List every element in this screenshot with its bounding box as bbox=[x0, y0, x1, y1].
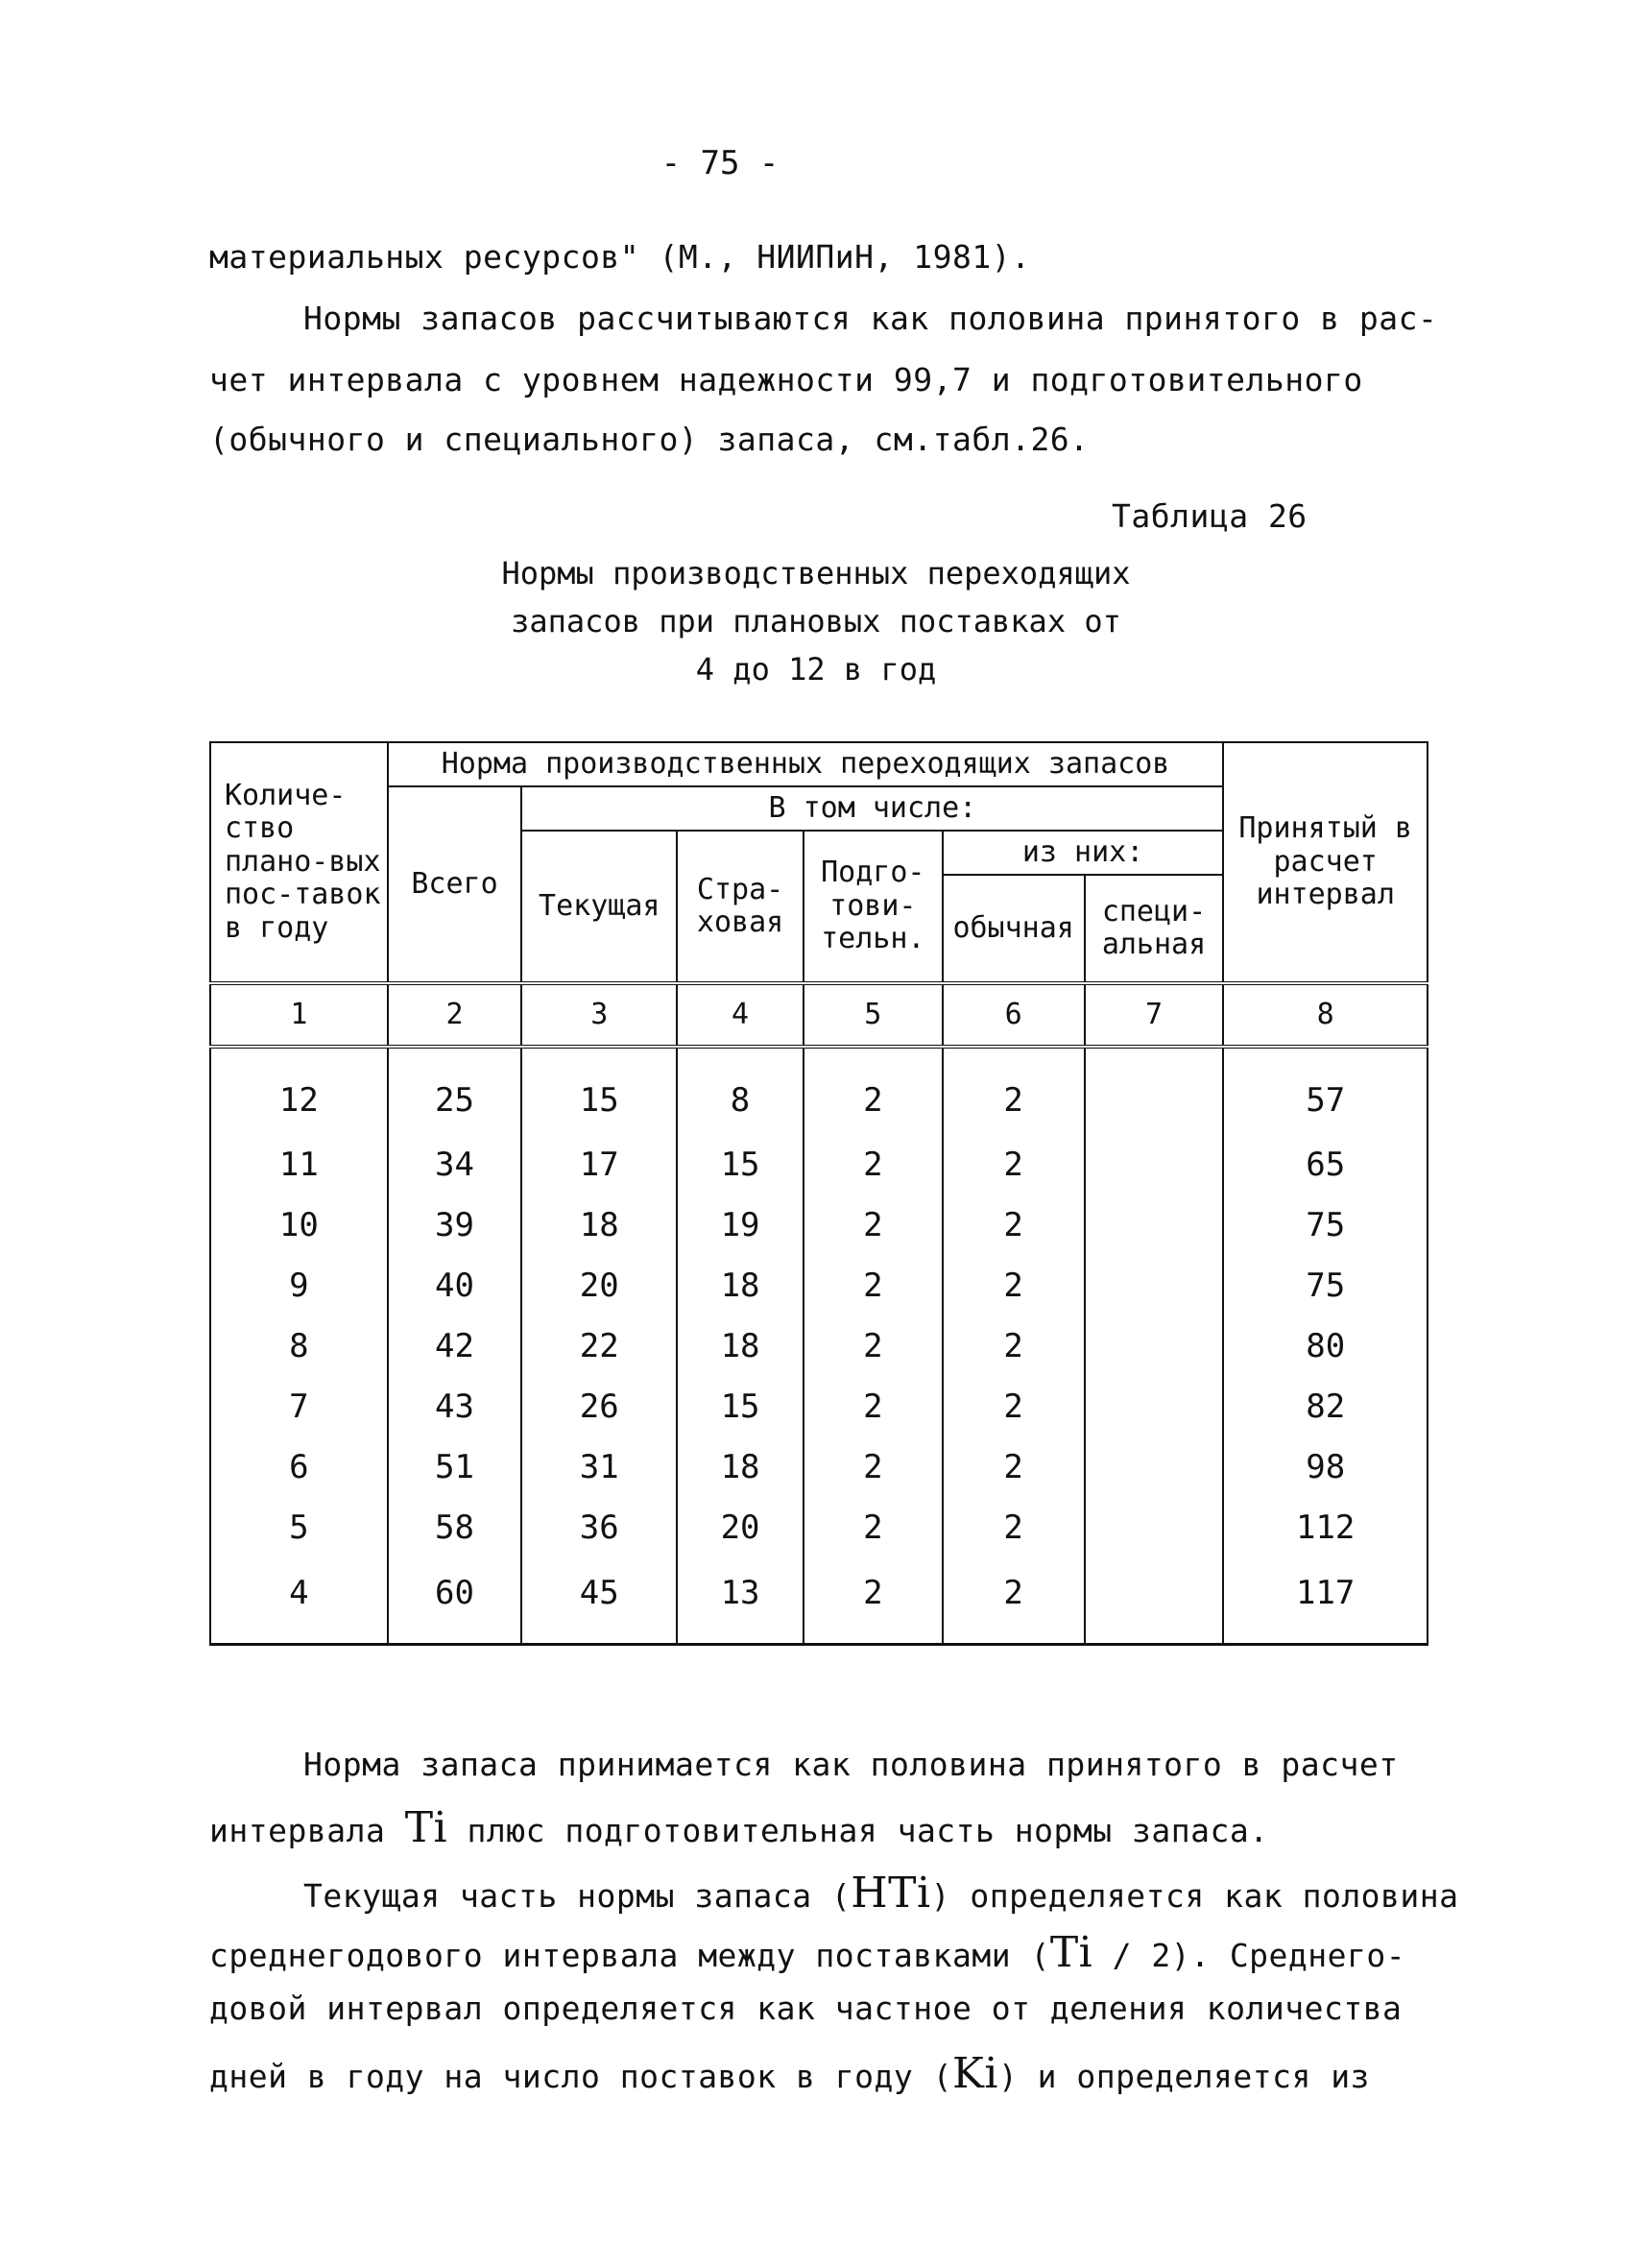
table-cell: 2 bbox=[804, 1437, 943, 1498]
column-number: 5 bbox=[804, 983, 943, 1047]
column-number: 1 bbox=[210, 983, 388, 1047]
table-cell bbox=[1085, 1377, 1224, 1437]
table-cell: 112 bbox=[1223, 1498, 1428, 1558]
table-cell: 58 bbox=[388, 1498, 522, 1558]
after-p1-line-2 bbox=[209, 1803, 1269, 1852]
column-number: 3 bbox=[521, 983, 677, 1047]
after-p2-text-d: / 2). Среднего- bbox=[1112, 1937, 1406, 1974]
table-cell: 2 bbox=[943, 1195, 1085, 1256]
table-cell: 2 bbox=[943, 1437, 1085, 1498]
table-cell: 36 bbox=[521, 1498, 677, 1558]
table-title-line-1: Нормы производственных переходящих bbox=[501, 555, 1131, 591]
table-cell: 34 bbox=[388, 1135, 522, 1195]
page-number: - 75 - bbox=[660, 144, 780, 182]
table-cell: 2 bbox=[943, 1256, 1085, 1316]
intro-line-2: Нормы запасов рассчитываются как половина принятого в рас- bbox=[303, 300, 1438, 337]
after-p2-text-f: ) и определяется из bbox=[997, 2058, 1370, 2095]
table-row bbox=[210, 1256, 1428, 1316]
column-number: 8 bbox=[1223, 983, 1428, 1047]
table-cell: 2 bbox=[943, 1135, 1085, 1195]
norms-table bbox=[209, 741, 1428, 1646]
table-cell: 5 bbox=[210, 1498, 388, 1558]
table-cell: 12 bbox=[210, 1047, 388, 1135]
table-cell: 39 bbox=[388, 1195, 522, 1256]
ti-symbol: Ti bbox=[1049, 1928, 1093, 1977]
table-cell: 2 bbox=[804, 1047, 943, 1135]
table-label: Таблица 26 bbox=[1112, 497, 1308, 535]
header-accepted-interval: Принятый в расчет интервал bbox=[1223, 742, 1428, 983]
table-cell: 2 bbox=[943, 1498, 1085, 1558]
table-cell: 45 bbox=[521, 1558, 677, 1645]
table-cell: 7 bbox=[210, 1377, 388, 1437]
after-p2-line-3: довой интервал определяется как частное от деления количества bbox=[209, 1990, 1403, 2027]
header-preparatory: Подго-тови-тельн. bbox=[804, 831, 943, 983]
table-cell: 31 bbox=[521, 1437, 677, 1498]
table-cell: 26 bbox=[521, 1377, 677, 1437]
header-norm-group: Норма производственных переходящих запасов bbox=[388, 742, 1224, 786]
table-cell: 60 bbox=[388, 1558, 522, 1645]
table-cell: 8 bbox=[210, 1316, 388, 1377]
intro-line-4: (обычного и специального) запаса, см.табл.26. bbox=[209, 421, 1090, 458]
intro-line-1: материальных ресурсов" (М., НИИПиН, 1981). bbox=[209, 238, 1031, 276]
table-cell bbox=[1085, 1135, 1224, 1195]
table-row bbox=[210, 1316, 1428, 1377]
column-number: 2 bbox=[388, 983, 522, 1047]
table-cell: 65 bbox=[1223, 1135, 1428, 1195]
column-number: 7 bbox=[1085, 983, 1224, 1047]
after-p1-line-1: Норма запаса принимается как половина принятого в расчет bbox=[303, 1746, 1399, 1783]
table-cell: 42 bbox=[388, 1316, 522, 1377]
after-p2-text-e: дней в году на число поставок в году ( bbox=[209, 2058, 952, 2095]
after-p2-line-4 bbox=[209, 2049, 1370, 2098]
column-number: 4 bbox=[677, 983, 804, 1047]
after-p1-text-a: интервала bbox=[209, 1812, 386, 1849]
table-cell: 75 bbox=[1223, 1256, 1428, 1316]
table-cell: 98 bbox=[1223, 1437, 1428, 1498]
table-cell: 18 bbox=[521, 1195, 677, 1256]
header-special: специ-альная bbox=[1085, 875, 1224, 983]
table-cell: 8 bbox=[677, 1047, 804, 1135]
table-cell: 17 bbox=[521, 1135, 677, 1195]
table-cell: 15 bbox=[677, 1135, 804, 1195]
table-title-line-3: 4 до 12 в год bbox=[695, 651, 937, 688]
table-cell: 2 bbox=[943, 1316, 1085, 1377]
table-cell: 80 bbox=[1223, 1316, 1428, 1377]
table-cell: 15 bbox=[521, 1047, 677, 1135]
table-cell: 20 bbox=[677, 1498, 804, 1558]
table-cell bbox=[1085, 1047, 1224, 1135]
table-cell: 2 bbox=[943, 1377, 1085, 1437]
table-cell: 2 bbox=[804, 1195, 943, 1256]
table-cell: 11 bbox=[210, 1135, 388, 1195]
ki-symbol: Ki bbox=[951, 2049, 998, 2098]
table-cell: 25 bbox=[388, 1047, 522, 1135]
table-cell bbox=[1085, 1498, 1224, 1558]
table-cell: 2 bbox=[804, 1377, 943, 1437]
table-cell: 40 bbox=[388, 1256, 522, 1316]
table-row bbox=[210, 1498, 1428, 1558]
table-cell: 18 bbox=[677, 1316, 804, 1377]
table-cell: 75 bbox=[1223, 1195, 1428, 1256]
table-cell: 18 bbox=[677, 1437, 804, 1498]
table-row bbox=[210, 1377, 1428, 1437]
table-row bbox=[210, 1135, 1428, 1195]
table-cell: 2 bbox=[804, 1135, 943, 1195]
after-p2-line-1 bbox=[303, 1869, 1459, 1918]
header-current: Текущая bbox=[521, 831, 677, 983]
table-cell bbox=[1085, 1558, 1224, 1645]
table-cell: 117 bbox=[1223, 1558, 1428, 1645]
header-total: Всего bbox=[388, 786, 522, 983]
after-p1-text-b: плюс подготовительная часть нормы запаса. bbox=[467, 1812, 1269, 1849]
table-cell bbox=[1085, 1256, 1224, 1316]
table-cell: 10 bbox=[210, 1195, 388, 1256]
ti-symbol: Ti bbox=[404, 1803, 448, 1852]
table-cell: 18 bbox=[677, 1256, 804, 1316]
header-insurance: Стра-ховая bbox=[677, 831, 804, 983]
table-cell: 2 bbox=[804, 1256, 943, 1316]
table-cell bbox=[1085, 1437, 1224, 1498]
table-cell: 57 bbox=[1223, 1047, 1428, 1135]
header-plan-deliveries: Количе-ство плано-вых пос-тавок в году bbox=[210, 742, 388, 983]
table-row bbox=[210, 1437, 1428, 1498]
table-cell: 51 bbox=[388, 1437, 522, 1498]
table-row bbox=[210, 1558, 1428, 1645]
table-cell: 9 bbox=[210, 1256, 388, 1316]
after-p2-text-a: Текущая часть нормы запаса ( bbox=[303, 1877, 852, 1915]
header-of-them: из них: bbox=[943, 831, 1224, 875]
table-cell: 2 bbox=[943, 1047, 1085, 1135]
table-cell: 19 bbox=[677, 1195, 804, 1256]
table-title-line-2: запасов при плановых поставках от bbox=[511, 603, 1121, 639]
table-row bbox=[210, 1047, 1428, 1135]
table-row bbox=[210, 1195, 1428, 1256]
hti-symbol: HTi bbox=[851, 1869, 931, 1918]
table-cell: 2 bbox=[804, 1558, 943, 1645]
intro-line-3: чет интервала с уровнем надежности 99,7 и подготовительного bbox=[209, 361, 1363, 398]
after-p2-line-2 bbox=[209, 1928, 1405, 1977]
table-cell: 13 bbox=[677, 1558, 804, 1645]
column-number: 6 bbox=[943, 983, 1085, 1047]
after-p2-text-c: среднегодового интервала между поставками ( bbox=[209, 1937, 1050, 1974]
table-cell: 15 bbox=[677, 1377, 804, 1437]
table-cell: 4 bbox=[210, 1558, 388, 1645]
after-p2-text-b: ) определяется как половина bbox=[930, 1877, 1459, 1915]
table-cell: 2 bbox=[804, 1498, 943, 1558]
header-including: В том числе: bbox=[521, 786, 1223, 831]
header-ordinary: обычная bbox=[943, 875, 1085, 983]
table-cell bbox=[1085, 1316, 1224, 1377]
table-cell bbox=[1085, 1195, 1224, 1256]
table-cell: 2 bbox=[804, 1316, 943, 1377]
table-cell: 2 bbox=[943, 1558, 1085, 1645]
table-cell: 6 bbox=[210, 1437, 388, 1498]
table-cell: 82 bbox=[1223, 1377, 1428, 1437]
table-cell: 20 bbox=[521, 1256, 677, 1316]
table-cell: 43 bbox=[388, 1377, 522, 1437]
table-cell: 22 bbox=[521, 1316, 677, 1377]
